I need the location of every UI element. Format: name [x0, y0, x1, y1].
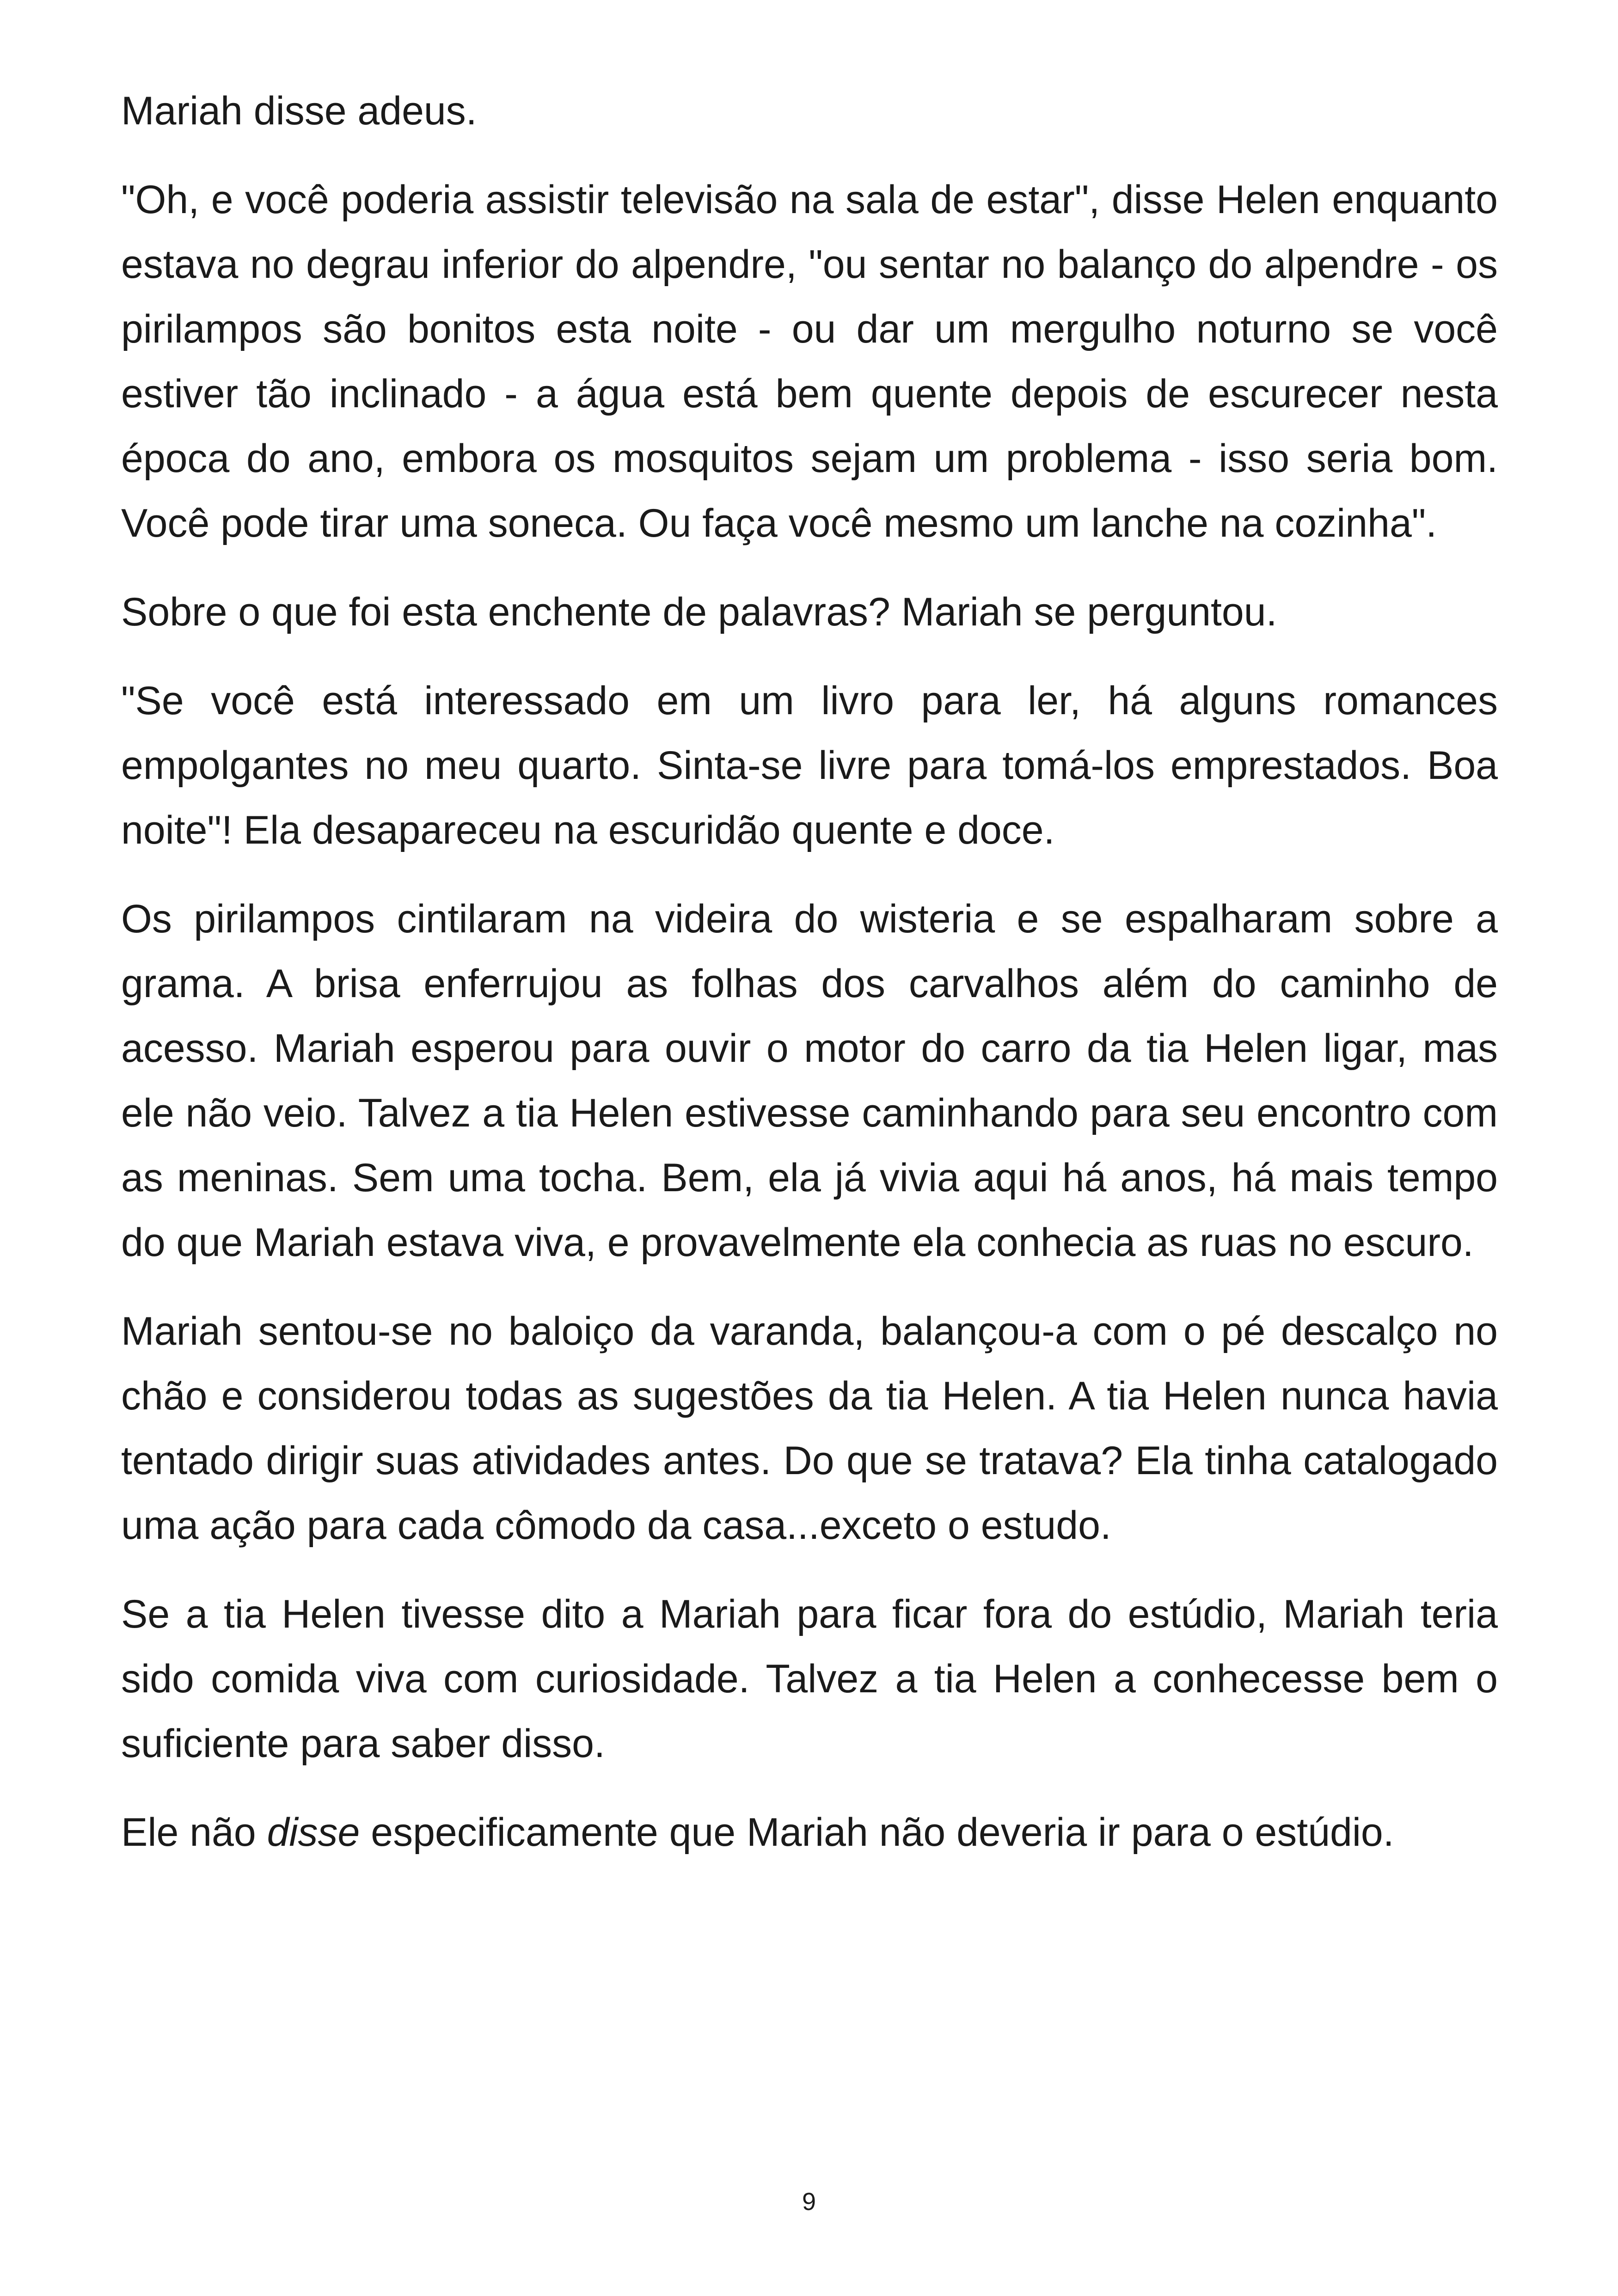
- paragraph-1: Mariah disse adeus.: [121, 89, 477, 133]
- paragraph-2: "Oh, e você poderia assistir televisão na sala de estar", disse Helen enquanto estava no degrau inferior do alpendre, "ou sentar no balanço do alpendre - os pirilampos são bonitos esta noite - ou dar um mergulho noturno se você estiver tão inclinado - a água está bem quente depois de escurecer nesta época do ano, embora os mosquitos sejam um problema - isso seria bom. Você pode tirar uma soneca. Ou faça você mesmo um lanche na cozinha".: [121, 178, 1498, 545]
- paragraph-8: [121, 1800, 1498, 1865]
- paragraph-4: "Se você está interessado em um livro para ler, há alguns romances empolgantes no meu quarto. Sinta-se livre para tomá-los emprestados. Boa noite"! Ela desapareceu na escuridão quente e doce.: [121, 679, 1498, 852]
- paragraph-7: Se a tia Helen tivesse dito a Mariah para ficar fora do estúdio, Mariah teria sido comida viva com curiosidade. Talvez a tia Helen a conhecesse bem o suficiente para saber disso.: [121, 1592, 1498, 1766]
- paragraph-8-start: Ele não: [121, 1810, 267, 1855]
- paragraph-8-emphasis: disse: [267, 1810, 360, 1855]
- paragraph-3: Sobre o que foi esta enchente de palavras? Mariah se perguntou.: [121, 590, 1277, 634]
- page-number: 9: [802, 2188, 816, 2216]
- paragraph-6: Mariah sentou-se no baloiço da varanda, balançou-a com o pé descalço no chão e considerou todas as sugestões da tia Helen. A tia Helen nunca havia tentado dirigir suas atividades antes. Do que se tratava? Ela tinha catalogado uma ação para cada cômodo da casa...exceto o estudo.: [121, 1309, 1498, 1548]
- body-text: [121, 79, 1498, 1889]
- paragraph-8-end: especificamente que Mariah não deveria ir para o estúdio.: [360, 1810, 1394, 1855]
- paragraph-5: Os pirilampos cintilaram na videira do wisteria e se espalharam sobre a grama. A brisa enferrujou as folhas dos carvalhos além do caminho de acesso. Mariah esperou para ouvir o motor do carro da tia Helen ligar, mas ele não veio. Talvez a tia Helen estivesse caminhando para seu encontro com as meninas. Sem uma tocha. Bem, ela já vivia aqui há anos, há mais tempo do que Mariah estava viva, e provavelmente ela conhecia as ruas no escuro.: [121, 897, 1498, 1265]
